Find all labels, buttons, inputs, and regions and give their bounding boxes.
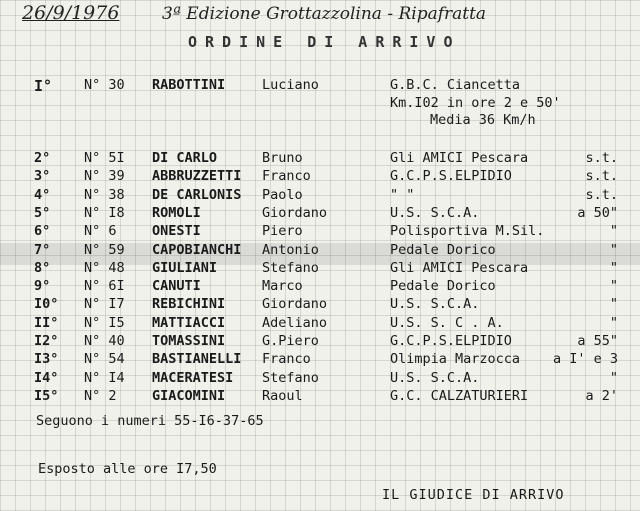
result-row: [0, 187, 640, 207]
result-position: 9°: [34, 278, 51, 295]
result-surname: DI CARLO: [152, 150, 218, 166]
result-surname: MACERATESI: [152, 369, 234, 386]
result-surname: DE CARLONIS: [152, 186, 242, 203]
result-remark: ": [609, 241, 618, 258]
result-club: Olimpia Marzocca: [390, 351, 521, 368]
result-row: [0, 150, 640, 170]
result-remark: a 50": [577, 204, 618, 221]
winner-average-speed: Media 36 Km/h: [430, 112, 536, 128]
handwritten-edition-note: 3ª Edizione Grottazzolina - Ripafratta: [162, 4, 487, 24]
result-surname: TOMASSINI: [152, 333, 226, 349]
result-row: [0, 370, 640, 390]
result-number: N° 48: [84, 259, 125, 276]
result-row: [0, 242, 640, 262]
result-row: [0, 168, 640, 188]
result-surname: ONESTI: [152, 223, 201, 240]
winner-number: N° 30: [84, 77, 125, 93]
result-number: N° 6: [84, 223, 117, 240]
winner-club: G.B.C. Ciancetta: [390, 77, 521, 93]
result-remark: ": [609, 278, 618, 295]
result-position: 6°: [34, 223, 51, 240]
result-club: Pedale Dorico: [390, 278, 496, 295]
result-club: U.S. S.C.A.: [390, 296, 480, 313]
result-row: [0, 223, 640, 243]
result-row: [0, 278, 640, 298]
posting-time-note: Esposto alle ore I7,50: [38, 461, 217, 477]
result-firstname: Franco: [262, 351, 311, 368]
result-remark: a 55": [577, 333, 618, 349]
result-number: N° 2: [84, 387, 117, 404]
result-firstname: Piero: [262, 223, 303, 240]
result-club: " ": [390, 186, 415, 203]
result-remark: ": [609, 314, 618, 331]
result-remark: ": [609, 296, 618, 313]
result-club: U.S. S. C . A.: [390, 314, 504, 331]
result-firstname: Adeliano: [262, 314, 328, 331]
winner-firstname: Luciano: [262, 77, 319, 93]
result-surname: REBICHINI: [152, 296, 226, 313]
result-remark: s.t.: [585, 168, 618, 185]
result-firstname: Stefano: [262, 259, 319, 276]
result-club: G.C.P.S.ELPIDIO: [390, 168, 512, 185]
handwritten-date: 26/9/1976: [22, 2, 120, 24]
result-number: N° I4: [84, 369, 125, 386]
result-club: Polisportiva M.Sil.: [390, 223, 545, 240]
result-row: [0, 205, 640, 225]
result-club: G.C. CALZATURIERI: [390, 387, 529, 404]
result-number: N° I8: [84, 204, 125, 221]
result-surname: BASTIANELLI: [152, 351, 242, 368]
result-firstname: Marco: [262, 278, 303, 295]
result-surname: MATTIACCI: [152, 314, 226, 331]
result-club: U.S. S.C.A.: [390, 369, 480, 386]
result-position: I0°: [34, 296, 59, 313]
result-remark: ": [609, 369, 618, 386]
result-firstname: Giordano: [262, 204, 328, 221]
result-remark: ": [609, 223, 618, 240]
result-firstname: Antonio: [262, 241, 319, 258]
winner-row: [0, 77, 640, 97]
result-surname: GIULIANI: [152, 259, 218, 276]
result-position: I5°: [34, 387, 59, 404]
result-number: N° I7: [84, 296, 125, 313]
result-row: [0, 315, 640, 335]
result-surname: ROMOLI: [152, 204, 201, 221]
result-number: N° 54: [84, 351, 125, 368]
result-number: N° 39: [84, 168, 125, 185]
result-number: N° 40: [84, 333, 125, 349]
result-row: [0, 333, 640, 353]
winner-surname: RABOTTINI: [152, 77, 226, 93]
result-position: I3°: [34, 351, 59, 368]
result-surname: ABBRUZZETTI: [152, 168, 242, 185]
result-firstname: Giordano: [262, 296, 328, 313]
result-position: 7°: [34, 241, 51, 258]
result-remark: ": [609, 259, 618, 276]
result-club: U.S. S.C.A.: [390, 204, 480, 221]
result-number: N° 38: [84, 186, 125, 203]
result-position: 3°: [34, 168, 51, 185]
result-number: N° 5I: [84, 150, 125, 166]
result-surname: GIACOMINI: [152, 387, 226, 404]
result-row: [0, 388, 640, 408]
result-position: I4°: [34, 369, 59, 386]
result-club: Gli AMICI Pescara: [390, 259, 529, 276]
result-position: 2°: [34, 150, 51, 166]
result-number: N° I5: [84, 314, 125, 331]
result-club: Pedale Dorico: [390, 241, 496, 258]
result-firstname: Stefano: [262, 369, 319, 386]
result-remark: a 2': [585, 387, 618, 404]
judge-signature-line: IL GIUDICE DI ARRIVO: [382, 487, 565, 503]
result-surname: CAPOBIANCHI: [152, 241, 242, 258]
following-numbers-note: Seguono i numeri 55-I6-37-65: [36, 413, 264, 429]
result-remark: s.t.: [585, 150, 618, 166]
result-club: G.C.P.S.ELPIDIO: [390, 333, 512, 349]
result-number: N° 6I: [84, 278, 125, 295]
result-firstname: Bruno: [262, 150, 303, 166]
result-position: I2°: [34, 333, 59, 349]
result-remark: a I' e 3: [552, 351, 618, 368]
result-position: II°: [34, 314, 59, 331]
result-position: 5°: [34, 204, 51, 221]
result-position: 4°: [34, 186, 51, 203]
winner-distance-time: Km.I02 in ore 2 e 50': [390, 95, 561, 111]
result-club: Gli AMICI Pescara: [390, 150, 529, 166]
result-surname: CANUTI: [152, 278, 201, 295]
result-remark: s.t.: [585, 186, 618, 203]
winner-position: I°: [34, 77, 53, 95]
result-row: [0, 260, 640, 280]
result-row: [0, 296, 640, 316]
result-firstname: G.Piero: [262, 333, 319, 349]
result-number: N° 59: [84, 241, 125, 258]
result-firstname: Paolo: [262, 186, 303, 203]
result-firstname: Franco: [262, 168, 311, 185]
result-firstname: Raoul: [262, 387, 303, 404]
result-position: 8°: [34, 259, 51, 276]
result-row: [0, 351, 640, 371]
document-title: ORDINE DI ARRIVO: [188, 33, 461, 51]
